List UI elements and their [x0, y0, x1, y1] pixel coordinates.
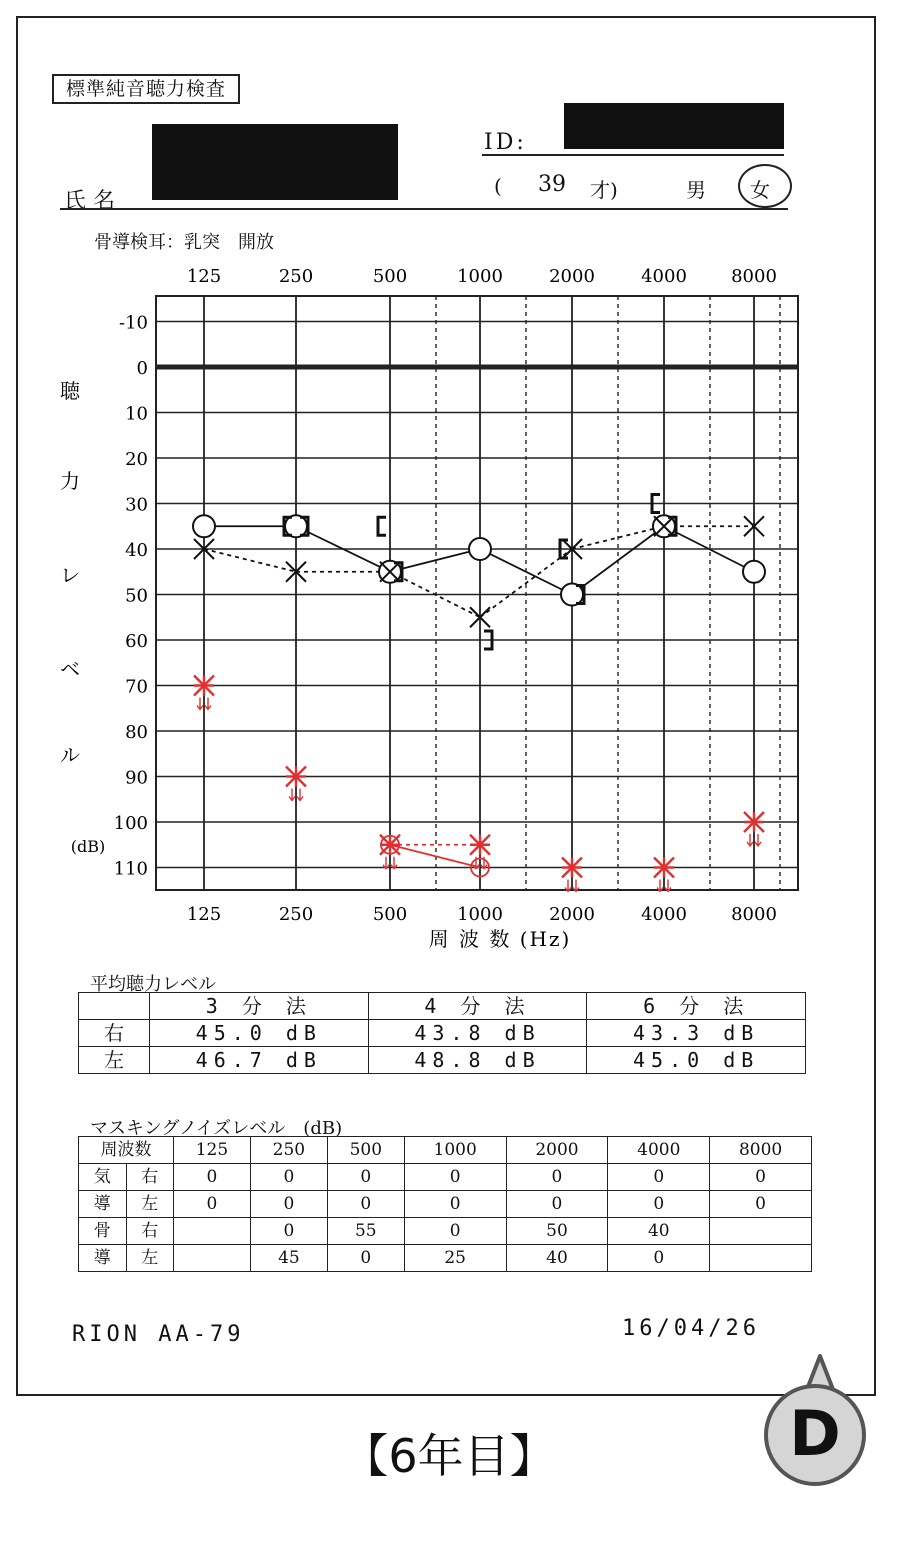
masking-side-right: 右: [126, 1164, 174, 1191]
masking-cell: [710, 1245, 812, 1272]
average-cell: 45.0 dB: [587, 1047, 806, 1074]
masking-cell: 0: [506, 1164, 608, 1191]
y-axis-label-char: 力: [60, 469, 80, 493]
masking-cell: 0: [174, 1164, 251, 1191]
y-tick-label: -10: [119, 312, 148, 334]
x-tick-label-top: 1000: [457, 266, 503, 287]
masking-cell: 0: [250, 1218, 327, 1245]
masking-cell: 0: [710, 1191, 812, 1218]
masking-cell: 0: [250, 1191, 327, 1218]
masking-group-air: 気: [79, 1164, 127, 1191]
y-axis-label-char: ル: [60, 743, 80, 767]
average-cell: 46.7 dB: [150, 1047, 369, 1074]
data-point-right-bone: [378, 517, 386, 535]
panel-badge: D: [764, 1384, 866, 1486]
sex-female: 女: [750, 178, 770, 202]
masking-cell: 0: [250, 1164, 327, 1191]
masking-cell: 40: [608, 1218, 710, 1245]
series-line-left-air: [204, 549, 296, 572]
masking-cell: 50: [506, 1218, 608, 1245]
data-point-left-scaleout: [286, 767, 306, 787]
document-title: 標準純音聴力検査: [52, 74, 240, 104]
y-tick-label: 90: [125, 767, 148, 789]
x-tick-label-bottom: 8000: [731, 904, 777, 925]
masking-cell: 0: [404, 1218, 506, 1245]
average-cell: 43.3 dB: [587, 1020, 806, 1047]
data-point-left-scaleout: [654, 858, 674, 878]
masking-freq: 1000: [404, 1137, 506, 1164]
y-tick-label: 50: [125, 585, 148, 607]
y-tick-label: 110: [113, 858, 148, 880]
average-header: 6 分 法: [587, 993, 806, 1020]
x-tick-label-top: 500: [372, 266, 408, 287]
data-point-right-air: [193, 515, 215, 537]
masking-cell: 0: [327, 1245, 404, 1272]
y-axis-label-char: 聴: [60, 379, 80, 403]
masking-table: [78, 1136, 812, 1272]
average-cell: 48.8 dB: [368, 1047, 587, 1074]
x-tick-label-bottom: 125: [186, 904, 222, 925]
name-label: 氏 名: [64, 189, 115, 214]
masking-freq: 125: [174, 1137, 251, 1164]
x-tick-label-bottom: 250: [278, 904, 314, 925]
masking-cell: 0: [174, 1191, 251, 1218]
test-date: 16/04/26: [622, 1316, 760, 1341]
masking-cell: 40: [506, 1245, 608, 1272]
x-tick-label-bottom: 1000: [457, 904, 503, 925]
average-table: [78, 992, 806, 1074]
age-open: (: [494, 174, 502, 198]
y-tick-label: 70: [125, 676, 148, 698]
data-point-right-air: [743, 561, 765, 583]
y-axis-label-char: ベ: [60, 657, 80, 681]
x-axis-label: 周 波 数 (Hz): [428, 927, 572, 951]
masking-cell: 55: [327, 1218, 404, 1245]
masking-cell: 0: [404, 1191, 506, 1218]
masking-cell: [174, 1245, 251, 1272]
masking-freq: 8000: [710, 1137, 812, 1164]
device-model: RION AA-79: [72, 1322, 245, 1347]
masking-freq: 2000: [506, 1137, 608, 1164]
average-header: 4 分 法: [368, 993, 587, 1020]
masking-cell: 0: [710, 1164, 812, 1191]
y-tick-label: 30: [125, 494, 148, 516]
y-tick-label: 20: [125, 449, 148, 470]
masking-cell: 0: [608, 1164, 710, 1191]
masking-header-label: 周波数: [79, 1137, 174, 1164]
masking-freq: 4000: [608, 1137, 710, 1164]
data-point-right-air: [469, 538, 491, 560]
masking-title: マスキングノイズレベル (dB): [90, 1118, 343, 1139]
x-tick-label-top: 4000: [641, 266, 687, 287]
masking-group-bone: 骨: [79, 1218, 127, 1245]
masking-cell: 0: [404, 1164, 506, 1191]
bone-conduction-note: 骨導検耳：乳突 開放: [94, 232, 274, 253]
x-tick-label-bottom: 500: [372, 904, 408, 925]
average-corner: [79, 993, 150, 1020]
average-cell: 45.0 dB: [150, 1020, 369, 1047]
masking-cell: [710, 1218, 812, 1245]
sex-male: 男: [686, 178, 706, 202]
y-tick-label: 80: [125, 722, 148, 743]
masking-group-air: 導: [79, 1191, 127, 1218]
masking-cell: 0: [327, 1164, 404, 1191]
masking-freq: 500: [327, 1137, 404, 1164]
data-point-left-scaleout: [194, 676, 214, 696]
data-point-left-scaleout: [470, 835, 490, 855]
y-tick-label: 10: [125, 403, 148, 425]
masking-side-left: 左: [126, 1245, 174, 1272]
average-title: 平均聴力レベル: [90, 974, 216, 995]
average-header: 3 分 法: [150, 993, 369, 1020]
y-tick-label: 0: [136, 358, 148, 379]
x-tick-label-top: 250: [278, 266, 314, 287]
masking-cell: 45: [250, 1245, 327, 1272]
age-value: 39: [538, 172, 566, 197]
average-ear-left: 左: [79, 1047, 150, 1074]
y-axis-unit: (dB): [70, 837, 106, 856]
data-point-left-scaleout: [562, 858, 582, 878]
masking-cell: 0: [506, 1191, 608, 1218]
masking-group-bone: 導: [79, 1245, 127, 1272]
average-ear-right: 右: [79, 1020, 150, 1047]
masking-side-left: 左: [126, 1191, 174, 1218]
x-tick-label-top: 125: [186, 266, 222, 287]
id-label: ID:: [484, 130, 527, 155]
x-tick-label-top: 8000: [731, 266, 777, 287]
y-tick-label: 40: [125, 540, 148, 561]
masking-cell: [174, 1218, 251, 1245]
plot-area: [156, 296, 798, 890]
masking-cell: 25: [404, 1245, 506, 1272]
y-axis-label-char: レ: [60, 563, 80, 587]
series-line-left-air: [480, 549, 572, 617]
average-cell: 43.8 dB: [368, 1020, 587, 1047]
y-tick-label: 60: [125, 631, 148, 652]
x-tick-label-top: 2000: [549, 266, 595, 287]
age-unit: 才): [590, 178, 618, 202]
y-tick-label: 100: [113, 813, 148, 834]
masking-cell: 0: [608, 1245, 710, 1272]
series-line-right-masked: [390, 845, 480, 868]
masking-freq: 250: [250, 1137, 327, 1164]
year-label: 【6年目】: [342, 1429, 556, 1483]
masking-side-right: 右: [126, 1218, 174, 1245]
masking-cell: 0: [608, 1191, 710, 1218]
masking-cell: 0: [327, 1191, 404, 1218]
data-point-left-scaleout: [744, 812, 764, 832]
data-point-left-scaleout: [380, 835, 400, 855]
x-tick-label-bottom: 2000: [549, 904, 595, 925]
x-tick-label-bottom: 4000: [641, 904, 687, 925]
